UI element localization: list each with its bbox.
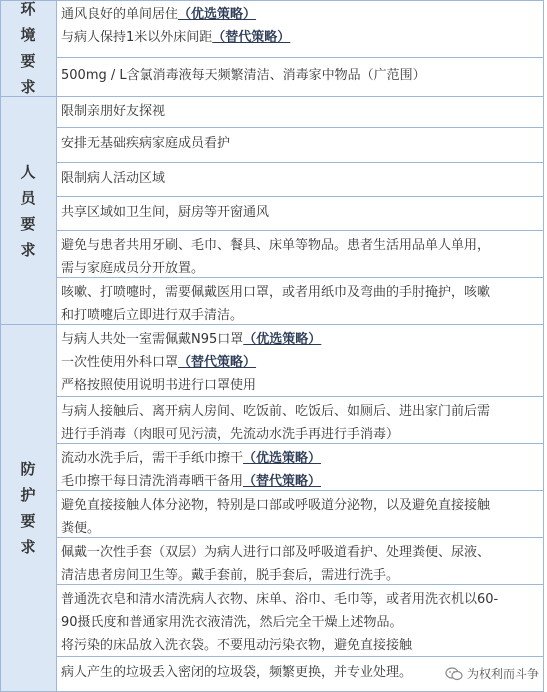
requirement-cell: [57, 58, 544, 97]
wechat-icon: [445, 667, 463, 681]
requirement-text: 需与家庭成员分开放置。: [61, 261, 205, 276]
requirement-cell: [57, 325, 544, 397]
requirement-line: [61, 281, 540, 304]
requirement-line: [61, 634, 540, 657]
category-char: 境: [20, 26, 36, 44]
requirement-line: [61, 304, 540, 327]
requirement-line: [61, 328, 540, 351]
strategy-tag: （优选策略）: [243, 451, 322, 466]
requirement-cell: [57, 444, 544, 491]
strategy-tag: （优选策略）: [243, 332, 322, 347]
requirement-line: [61, 374, 540, 397]
watermark: [445, 665, 539, 682]
category-char: 要: [20, 214, 36, 233]
requirement-line: [61, 611, 540, 634]
requirement-text: 佩戴一次性手套（双层）为病人进行口部及呼吸道看护、处理粪便、尿液、: [61, 545, 491, 560]
strategy-tag: （替代策略）: [178, 355, 257, 370]
strategy-tag: （优选策略）: [178, 7, 257, 22]
requirement-text: 与病人接触后、离开病人房间、吃饭前、吃饭后、如厕后、进出家门前后需: [61, 404, 491, 419]
strategy-tag: （替代策略）: [212, 30, 291, 45]
requirement-cell: [57, 585, 544, 657]
requirement-text: 500mg / L含氯消毒液每天频繁清洁、消毒家中物品（广范围）: [61, 68, 426, 83]
requirement-cell: [57, 231, 544, 278]
category-char: 护: [20, 486, 36, 504]
requirement-line: [61, 588, 540, 611]
requirement-text: 流动水洗手后，需干手纸巾擦干: [61, 451, 244, 466]
requirement-text: 清洁患者房间卫生等。戴手套前，脱手套后，需进行洗手。: [61, 568, 400, 583]
requirement-line: [61, 3, 540, 26]
requirement-text: 与病人保持1米以外床间距: [61, 30, 213, 45]
requirement-text: 一次性使用外科口罩: [61, 355, 179, 370]
category-char: 人: [20, 162, 36, 181]
requirement-line: [61, 201, 540, 224]
requirement-text: 90摄氏度和普通家用洗衣液清洗，然后完全干燥上述物品。: [61, 615, 403, 630]
requirement-text: 病人产生的垃圾丢入密闭的垃圾袋，频繁更换，并专业处理。: [61, 665, 413, 680]
requirement-line: [61, 423, 540, 446]
requirement-text: 共享区域如卫生间，厨房等开窗通风: [61, 205, 270, 220]
requirement-cell: [57, 538, 544, 585]
requirement-text: 将污染的床品放入洗衣袋。不要甩动污染衣物，避免直接接触: [61, 638, 413, 653]
requirement-cell: [57, 97, 544, 128]
requirement-text: 进行手消毒（肉眼可见污渍，先流动水洗手再进行手消毒）: [61, 427, 400, 442]
category-char: 防: [20, 460, 36, 478]
requirement-text: 粪便。: [61, 521, 101, 536]
requirement-text: 通风良好的单间居住: [61, 7, 179, 22]
requirement-text: 咳嗽、打喷嚏时，需要佩戴医用口罩，或者用纸巾及弯曲的手肘掩护，咳嗽: [61, 285, 491, 300]
requirement-line: [61, 234, 540, 257]
requirement-line: [61, 447, 540, 470]
requirement-line: [61, 494, 540, 517]
category-char: 环: [20, 0, 36, 18]
requirement-line: [61, 167, 540, 190]
strategy-tag: （替代策略）: [243, 474, 322, 489]
requirement-text: 避免与患者共用牙刷、毛巾、餐具、床单等物品。患者生活用品单人单用，: [61, 238, 491, 253]
section-category-2: [0, 325, 57, 692]
category-char: 要: [20, 512, 36, 530]
requirement-cell: [57, 491, 544, 538]
requirement-text: 避免直接接触人体分泌物，特别是口部或呼吸道分泌物，以及避免直接接触: [61, 498, 491, 513]
requirement-line: [61, 100, 540, 123]
requirement-text: 与病人共处一室需佩戴N95口罩: [61, 332, 244, 347]
requirement-line: [61, 351, 540, 374]
category-char: 员: [20, 188, 36, 207]
requirement-cell: [57, 397, 544, 444]
requirement-text: 毛巾擦干每日清洗消毒晒干备用: [61, 474, 244, 489]
requirement-line: [61, 257, 540, 280]
section-category-1: [0, 97, 57, 325]
requirement-line: [61, 517, 540, 540]
requirement-text: 限制病人活动区域: [61, 171, 166, 186]
requirement-text: 安排无基础疾病家庭成员看护: [61, 136, 231, 151]
requirement-cell: [57, 197, 544, 231]
requirement-cell: [57, 128, 544, 163]
requirement-line: [61, 470, 540, 493]
section-category-0: [0, 0, 57, 97]
requirement-text: 和打喷嚏后立即进行双手清洁。: [61, 308, 244, 323]
requirement-line: [61, 26, 540, 49]
requirement-text: 限制亲朋好友探视: [61, 104, 166, 119]
category-char: 求: [20, 240, 36, 259]
requirement-cell: [57, 0, 544, 58]
requirement-line: [61, 564, 540, 587]
requirement-line: [61, 132, 540, 155]
category-char: 求: [20, 78, 36, 96]
requirement-line: [61, 400, 540, 423]
category-char: 要: [20, 52, 36, 70]
requirement-cell: [57, 163, 544, 197]
requirement-cell: [57, 278, 544, 325]
requirement-text: 严格按照使用说明书进行口罩使用: [61, 378, 257, 393]
watermark-text: 为权利而斗争: [466, 667, 539, 681]
requirement-line: [61, 64, 540, 87]
category-char: 求: [20, 538, 36, 556]
requirement-line: [61, 541, 540, 564]
requirement-text: 普通洗衣皂和清水清洗病人衣物、床单、浴巾、毛巾等，或者用洗衣机以60-: [61, 592, 499, 607]
